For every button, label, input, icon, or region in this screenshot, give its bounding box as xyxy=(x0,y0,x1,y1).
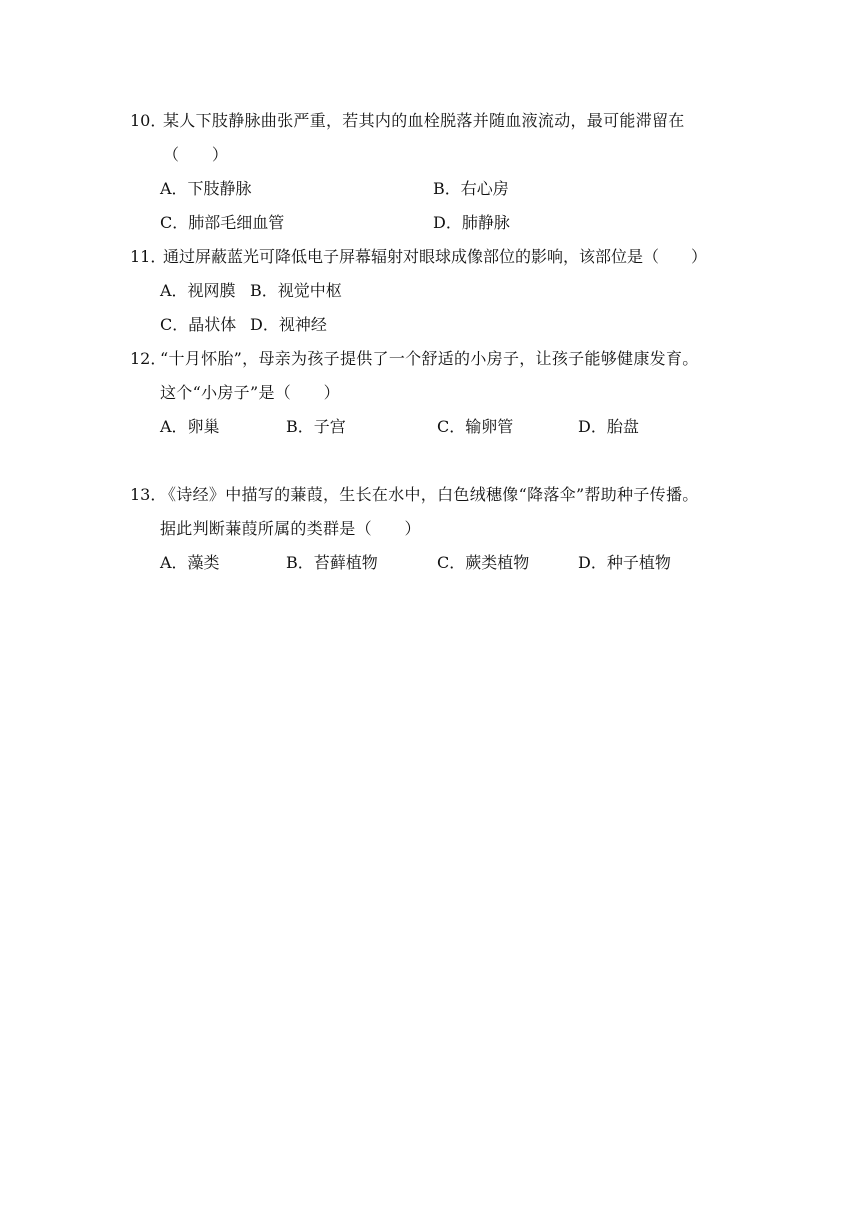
option-d[interactable]: D．种子植物 xyxy=(578,553,671,572)
option-b[interactable]: B．子宫 xyxy=(286,417,346,436)
question-stem-line: 《诗经》中描写的蒹葭，生长在水中，白色绒穗像“降落伞”帮助种子传播。 xyxy=(160,485,699,504)
option-a[interactable]: A．藻类 xyxy=(160,553,220,572)
question-number: 11． xyxy=(130,247,167,266)
option-d[interactable]: D．胎盘 xyxy=(578,417,639,436)
question-number: 12． xyxy=(130,349,167,368)
option-c[interactable]: C．晶状体 xyxy=(160,315,237,334)
question-number: 10． xyxy=(130,111,167,130)
question-stem-line: “十月怀胎”，母亲为孩子提供了一个舒适的小房子，让孩子能够健康发育。 xyxy=(160,349,699,368)
option-a[interactable]: A．下肢静脉 xyxy=(160,179,252,198)
question-stem-line: 据此判断蒹葭所属的类群是（ ） xyxy=(160,519,421,538)
option-d[interactable]: D．视神经 xyxy=(250,315,327,334)
question-stem-line: 某人下肢静脉曲张严重，若其内的血栓脱落并随血液流动，最可能滞留在 xyxy=(163,111,685,130)
question-stem-line: （ ） xyxy=(163,145,229,164)
option-a[interactable]: A．视网膜 xyxy=(160,281,236,300)
option-b[interactable]: B．视觉中枢 xyxy=(250,281,342,300)
option-a[interactable]: A．卵巢 xyxy=(160,417,220,436)
option-d[interactable]: D．肺静脉 xyxy=(433,213,510,232)
option-b[interactable]: B．苔藓植物 xyxy=(286,553,378,572)
question-stem-line: 通过屏蔽蓝光可降低电子屏幕辐射对眼球成像部位的影响，该部位是（ ） xyxy=(163,247,708,266)
option-c[interactable]: C．蕨类植物 xyxy=(437,553,530,572)
question-stem-line: 这个“小房子”是（ ） xyxy=(160,383,340,402)
option-c[interactable]: C．肺部毛细血管 xyxy=(160,213,285,232)
question-number: 13． xyxy=(130,485,167,504)
option-b[interactable]: B．右心房 xyxy=(433,179,509,198)
option-c[interactable]: C．输卵管 xyxy=(437,417,514,436)
